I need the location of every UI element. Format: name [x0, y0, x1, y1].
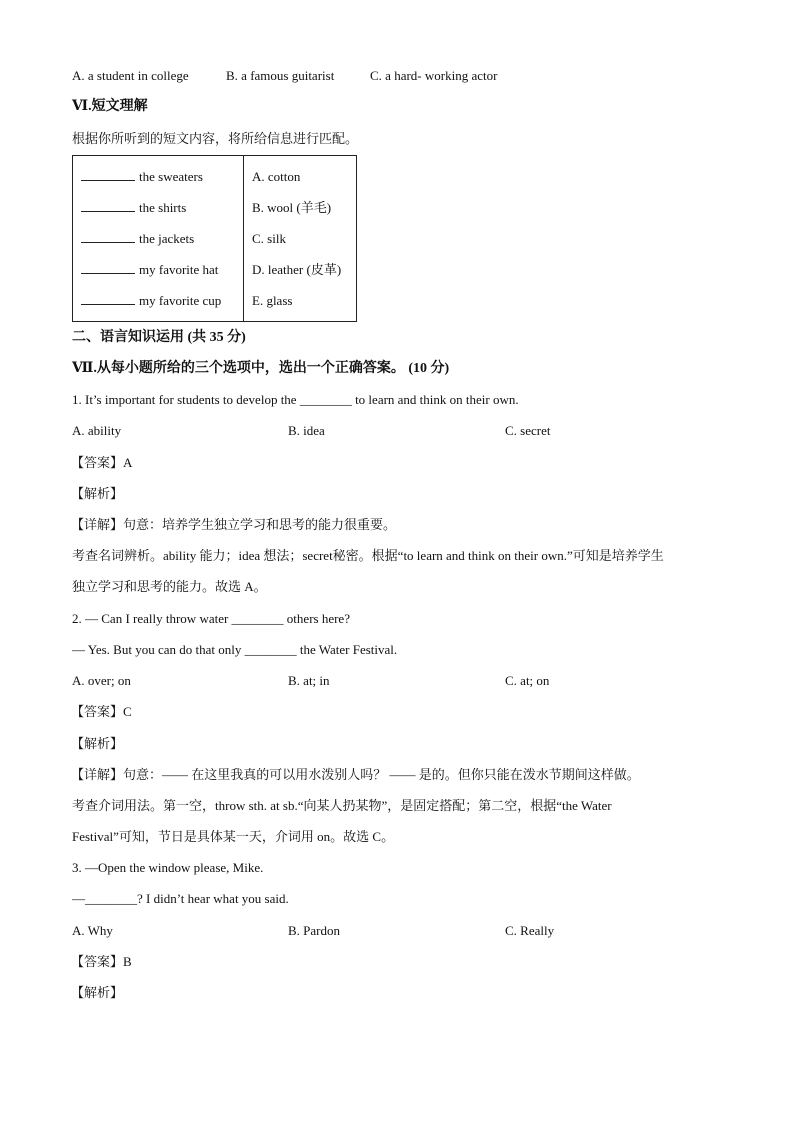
q2-options: [72, 672, 732, 690]
option-a: A. Why: [72, 923, 113, 938]
answer-blank: [81, 199, 135, 212]
option-c: C. a hard- working actor: [370, 68, 498, 83]
q3-options: [72, 922, 732, 940]
prev-question-options: [72, 67, 732, 85]
section6-heading: Ⅵ.短文理解: [72, 99, 148, 114]
option-b: B. Pardon: [288, 923, 340, 938]
left-cell: the jackets: [73, 223, 244, 254]
table-row: [73, 156, 357, 193]
left-cell: my favorite hat: [73, 254, 244, 285]
table-row: [73, 223, 357, 254]
section7-heading: Ⅶ.从每小题所给的三个选项中，选出一个正确答案。 (10 分): [72, 361, 450, 376]
table-row: [73, 285, 357, 322]
q2-explain-1: 考查介词用法。第一空，throw sth. at sb.“向某人扔某物”，是固定搭配；第二空，根据“the Water: [72, 798, 612, 813]
option-a: A. a student in college: [72, 68, 189, 83]
right-cell: B. wool (羊毛): [244, 192, 357, 223]
q3-analysis: 【解析】: [71, 985, 124, 1000]
q1-explain-2: 独立学习和思考的能力。故选 A。: [72, 579, 267, 594]
answer-blank: [81, 261, 135, 274]
q1-analysis: 【解析】: [71, 486, 124, 501]
option-c: C. at; on: [505, 673, 550, 688]
q3-stem-1: 3. —Open the window please, Mike.: [72, 860, 264, 875]
matching-table: [72, 155, 357, 322]
right-cell: C. silk: [244, 223, 357, 254]
right-cell: E. glass: [244, 285, 357, 322]
option-a: A. ability: [72, 423, 122, 438]
right-cell: A. cotton: [244, 156, 357, 193]
q1-detail: 【详解】句意：培养学生独立学习和思考的能力很重要。: [71, 517, 397, 532]
option-b: B. a famous guitarist: [226, 68, 335, 83]
q3-stem-2: —________? I didn’t hear what you said.: [72, 891, 289, 906]
q2-answer: 【答案】C: [71, 704, 132, 719]
q2-stem-2: — Yes. But you can do that only ________ the Water Festival.: [72, 642, 398, 657]
option-b: B. at; in: [288, 673, 330, 688]
option-c: C. secret: [505, 423, 551, 438]
q1-options: [72, 422, 732, 440]
answer-blank: [81, 230, 135, 243]
option-b: B. idea: [288, 423, 325, 438]
right-cell: D. leather (皮革): [244, 254, 357, 285]
option-c: C. Really: [505, 923, 555, 938]
q1-stem: 1. It’s important for students to develop the ________ to learn and think on their own.: [72, 392, 519, 407]
answer-blank: [81, 168, 135, 181]
part2-heading: 二、语言知识运用 (共 35 分): [72, 330, 246, 345]
q2-detail: 【详解】句意：—— 在这里我真的可以用水泼别人吗？ —— 是的。但你只能在泼水节期间这样做。: [71, 767, 640, 782]
q2-stem-1: 2. — Can I really throw water ________ others here?: [72, 611, 350, 626]
q2-analysis: 【解析】: [71, 736, 124, 751]
answer-blank: [81, 292, 135, 305]
table-row: [73, 254, 357, 285]
left-cell: my favorite cup: [73, 285, 244, 322]
left-cell: the sweaters: [73, 156, 244, 193]
section6-instruction: 根据你所听到的短文内容，将所给信息进行匹配。: [72, 131, 359, 146]
q1-answer: 【答案】A: [71, 455, 133, 470]
left-cell: the shirts: [73, 192, 244, 223]
q1-explain-1: 考查名词辨析。ability 能力；idea 想法；secret秘密。根据“to learn and think on their own.”可知是培养学生: [72, 548, 664, 563]
q3-answer: 【答案】B: [71, 954, 132, 969]
table-row: [73, 192, 357, 223]
q2-explain-2: Festival”可知，节日是具体某一天，介词用 on。故选 C。: [72, 829, 395, 844]
option-a: A. over; on: [72, 673, 131, 688]
